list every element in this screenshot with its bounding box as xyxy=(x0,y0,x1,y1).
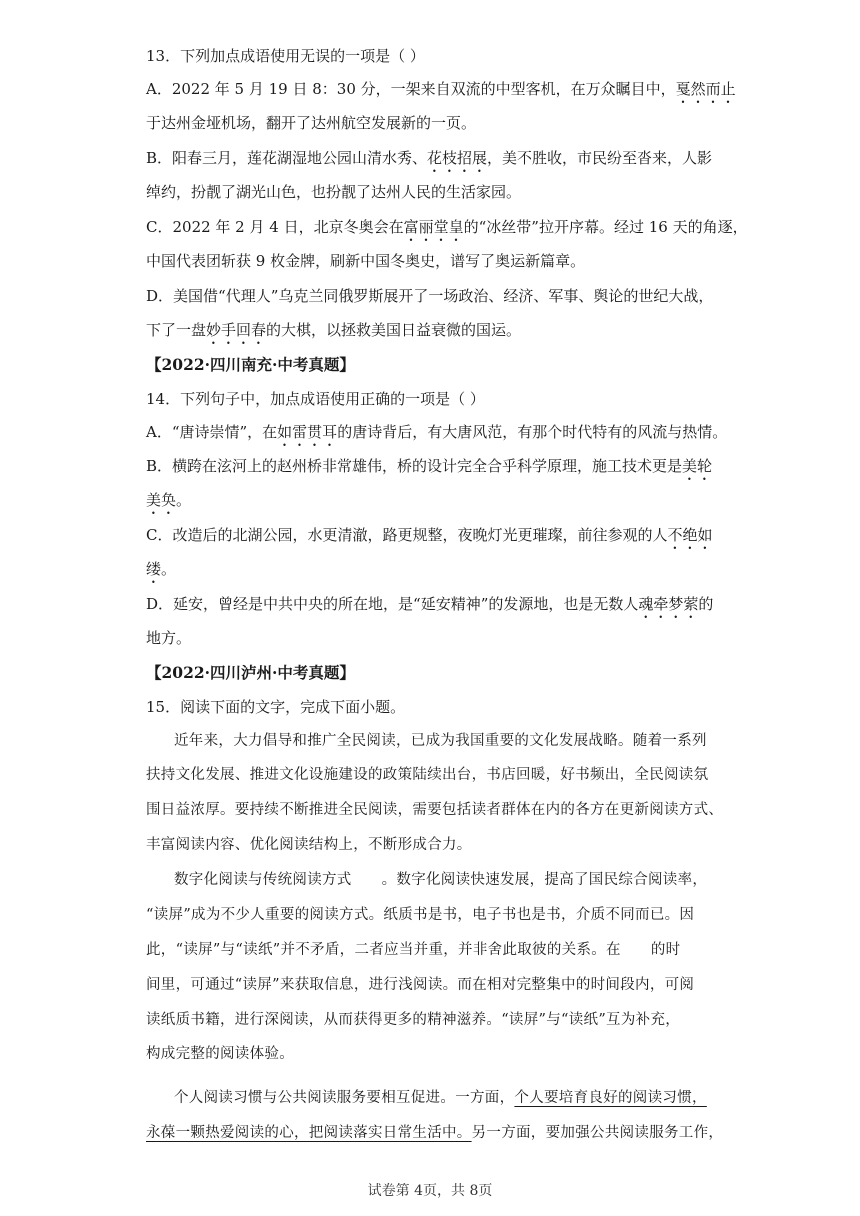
dotted-idiom: 魂牵梦萦 xyxy=(638,595,699,613)
q14-stem xyxy=(146,389,485,409)
text: 的 xyxy=(698,595,714,613)
q13-option-b-line1 xyxy=(146,148,712,176)
q13-option-a-line2 xyxy=(146,113,476,133)
q15-stem-text: 15．阅读下面的文字，完成下面小题。 xyxy=(146,698,406,716)
text: 。 xyxy=(176,491,192,509)
text: 绰约，扮靓了湖光山色，也扮靓了达州人民的生活家园。 xyxy=(146,183,522,201)
passage-p1-line2: 扶持文化发展、推进文化设施建设的政策陆续出台，书店回暖，好书频出，全民阅读氛 xyxy=(146,767,709,783)
section-heading-luzhou: 【2022·四川泸州·中考真题】 xyxy=(146,663,355,682)
dotted-idiom: 戛然而止 xyxy=(675,80,736,98)
text: 的时 xyxy=(650,942,681,958)
passage-p1-line1: 近年来，大力倡导和推广全民阅读，已成为我国重要的文化发展战略。随着一系列 xyxy=(174,733,707,749)
text: 数字化阅读与传统阅读方式 xyxy=(174,872,352,888)
section-heading-nanchong: 【2022·四川南充·中考真题】 xyxy=(146,355,355,374)
text: A．“唐诗崇情”，在 xyxy=(146,423,278,441)
passage-p2-line6: 构成完整的阅读体验。 xyxy=(146,1046,294,1062)
passage-p1-line3: 围日益浓厚。要持续不断推进全民阅读，需要包括读者群体在内的各方在更新阅读方式、 xyxy=(146,802,724,818)
text: 的“冰丝带”拉开序幕。经过 16 天的角逐， xyxy=(463,218,748,236)
underlined-sentence: 永葆一颗热爱阅读的心，把阅读落实日常生活中。 xyxy=(146,1125,472,1141)
passage-p2-line2: “读屏”成为不少人重要的阅读方式。纸质书是书，电子书也是书，介质不同而已。因 xyxy=(146,907,695,923)
q13-stem-text: 13．下列加点成语使用无误的一项是（ ） xyxy=(146,47,425,65)
dotted-idiom: 如雷贯耳 xyxy=(277,423,338,441)
text: 中国代表团斩获 9 枚金牌，刷新中国冬奥史，谱写了奥运新篇章。 xyxy=(146,252,586,270)
q13-option-a-line1 xyxy=(146,79,736,107)
text: 。数字化阅读快速发展，提高了国民综合阅读率， xyxy=(381,872,708,888)
passage-p2-line3 xyxy=(146,940,680,960)
q13-option-d-line1 xyxy=(146,286,713,306)
text: 下了一盘 xyxy=(146,321,207,339)
q14-option-d-line1 xyxy=(146,594,713,622)
dotted-idiom: 美奂 xyxy=(146,491,177,509)
text: D．延安，曾经是中共中央的所在地，是“延安精神”的发源地，也是无数人 xyxy=(146,595,639,613)
text: 此，“读屏”与“读纸”并不矛盾，二者应当并重，并非舍此取彼的关系。在 xyxy=(146,942,621,958)
text: C．改造后的北湖公园，水更清澈，路更规整，夜晚灯光更璀璨，前往参观的人 xyxy=(146,526,668,544)
passage-p1-line4: 丰富阅读内容、优化阅读结构上，不断形成合力。 xyxy=(146,837,472,853)
q14-option-b-line1 xyxy=(146,456,712,484)
dotted-idiom: 富丽堂皇 xyxy=(403,218,464,236)
dotted-idiom: 缕 xyxy=(146,560,162,578)
q14-option-a xyxy=(146,422,727,450)
text: D．美国借“代理人”乌克兰同俄罗斯展开了一场政治、经济、军事、舆论的世纪大战， xyxy=(146,287,714,305)
dotted-idiom: 美轮 xyxy=(682,457,713,475)
passage-p2-line1 xyxy=(174,870,707,890)
text: 于达州金垭机场，翻开了达州航空发展新的一页。 xyxy=(146,114,477,132)
text: 。 xyxy=(161,560,177,578)
text: B．阳春三月，莲花湖湿地公园山清水秀、 xyxy=(146,149,428,167)
q14-option-d-line2 xyxy=(146,628,191,648)
q15-stem xyxy=(146,697,405,717)
passage-p3-line2 xyxy=(146,1123,723,1143)
q13-stem xyxy=(146,46,425,66)
text: A．2022 年 5 月 19 日 8：30 分，一架来自双流的中型客机，在万众瞩目中， xyxy=(146,80,676,98)
q14-stem-text: 14．下列句子中，加点成语使用正确的一项是（ ） xyxy=(146,390,485,408)
text: C．2022 年 2 月 4 日，北京冬奥会在 xyxy=(146,218,404,236)
q13-option-c-line2 xyxy=(146,251,585,271)
passage-p2-line4: 间里，可通过“读屏”来获取信息，进行浅阅读。而在相对完整集中的时间段内，可阅 xyxy=(146,977,695,993)
passage-p2-line5: 读纸质书籍，进行深阅读，从而获得更多的精神滋养。“读屏”与“读纸”互为补充， xyxy=(146,1012,681,1028)
text: 地方。 xyxy=(146,629,192,647)
text: 另一方面，要加强公共阅读服务工作， xyxy=(471,1125,724,1141)
text: 的大棋，以拯救美国日益衰微的国运。 xyxy=(266,321,522,339)
q13-option-c-line1 xyxy=(146,217,748,245)
text: B．横跨在泫河上的赵州桥非常雄伟，桥的设计完全合乎科学原理，施工技术更是 xyxy=(146,457,683,475)
text: 的唐诗背后，有大唐风范，有那个时代特有的风流与热情。 xyxy=(337,423,728,441)
q13-option-d-line2 xyxy=(146,320,521,348)
text: 个人阅读习惯与公共阅读服务要相互促进。一方面， xyxy=(174,1090,515,1106)
q14-option-c-line1 xyxy=(146,525,713,553)
page-footer: 试卷第 4页，共 8页 xyxy=(367,1183,493,1199)
dotted-idiom: 花枝招展 xyxy=(427,149,488,167)
underlined-sentence: 个人要培育良好的阅读习惯， xyxy=(514,1090,707,1106)
passage-p3-line1 xyxy=(174,1088,707,1108)
q14-option-b-line2 xyxy=(146,490,191,518)
q14-option-c-line2 xyxy=(146,559,176,587)
dotted-idiom: 不绝如 xyxy=(667,526,713,544)
q13-option-b-line2 xyxy=(146,182,521,202)
text: ，美不胜收，市民纷至沓来，人影 xyxy=(487,149,713,167)
dotted-idiom: 妙手回春 xyxy=(206,321,267,339)
